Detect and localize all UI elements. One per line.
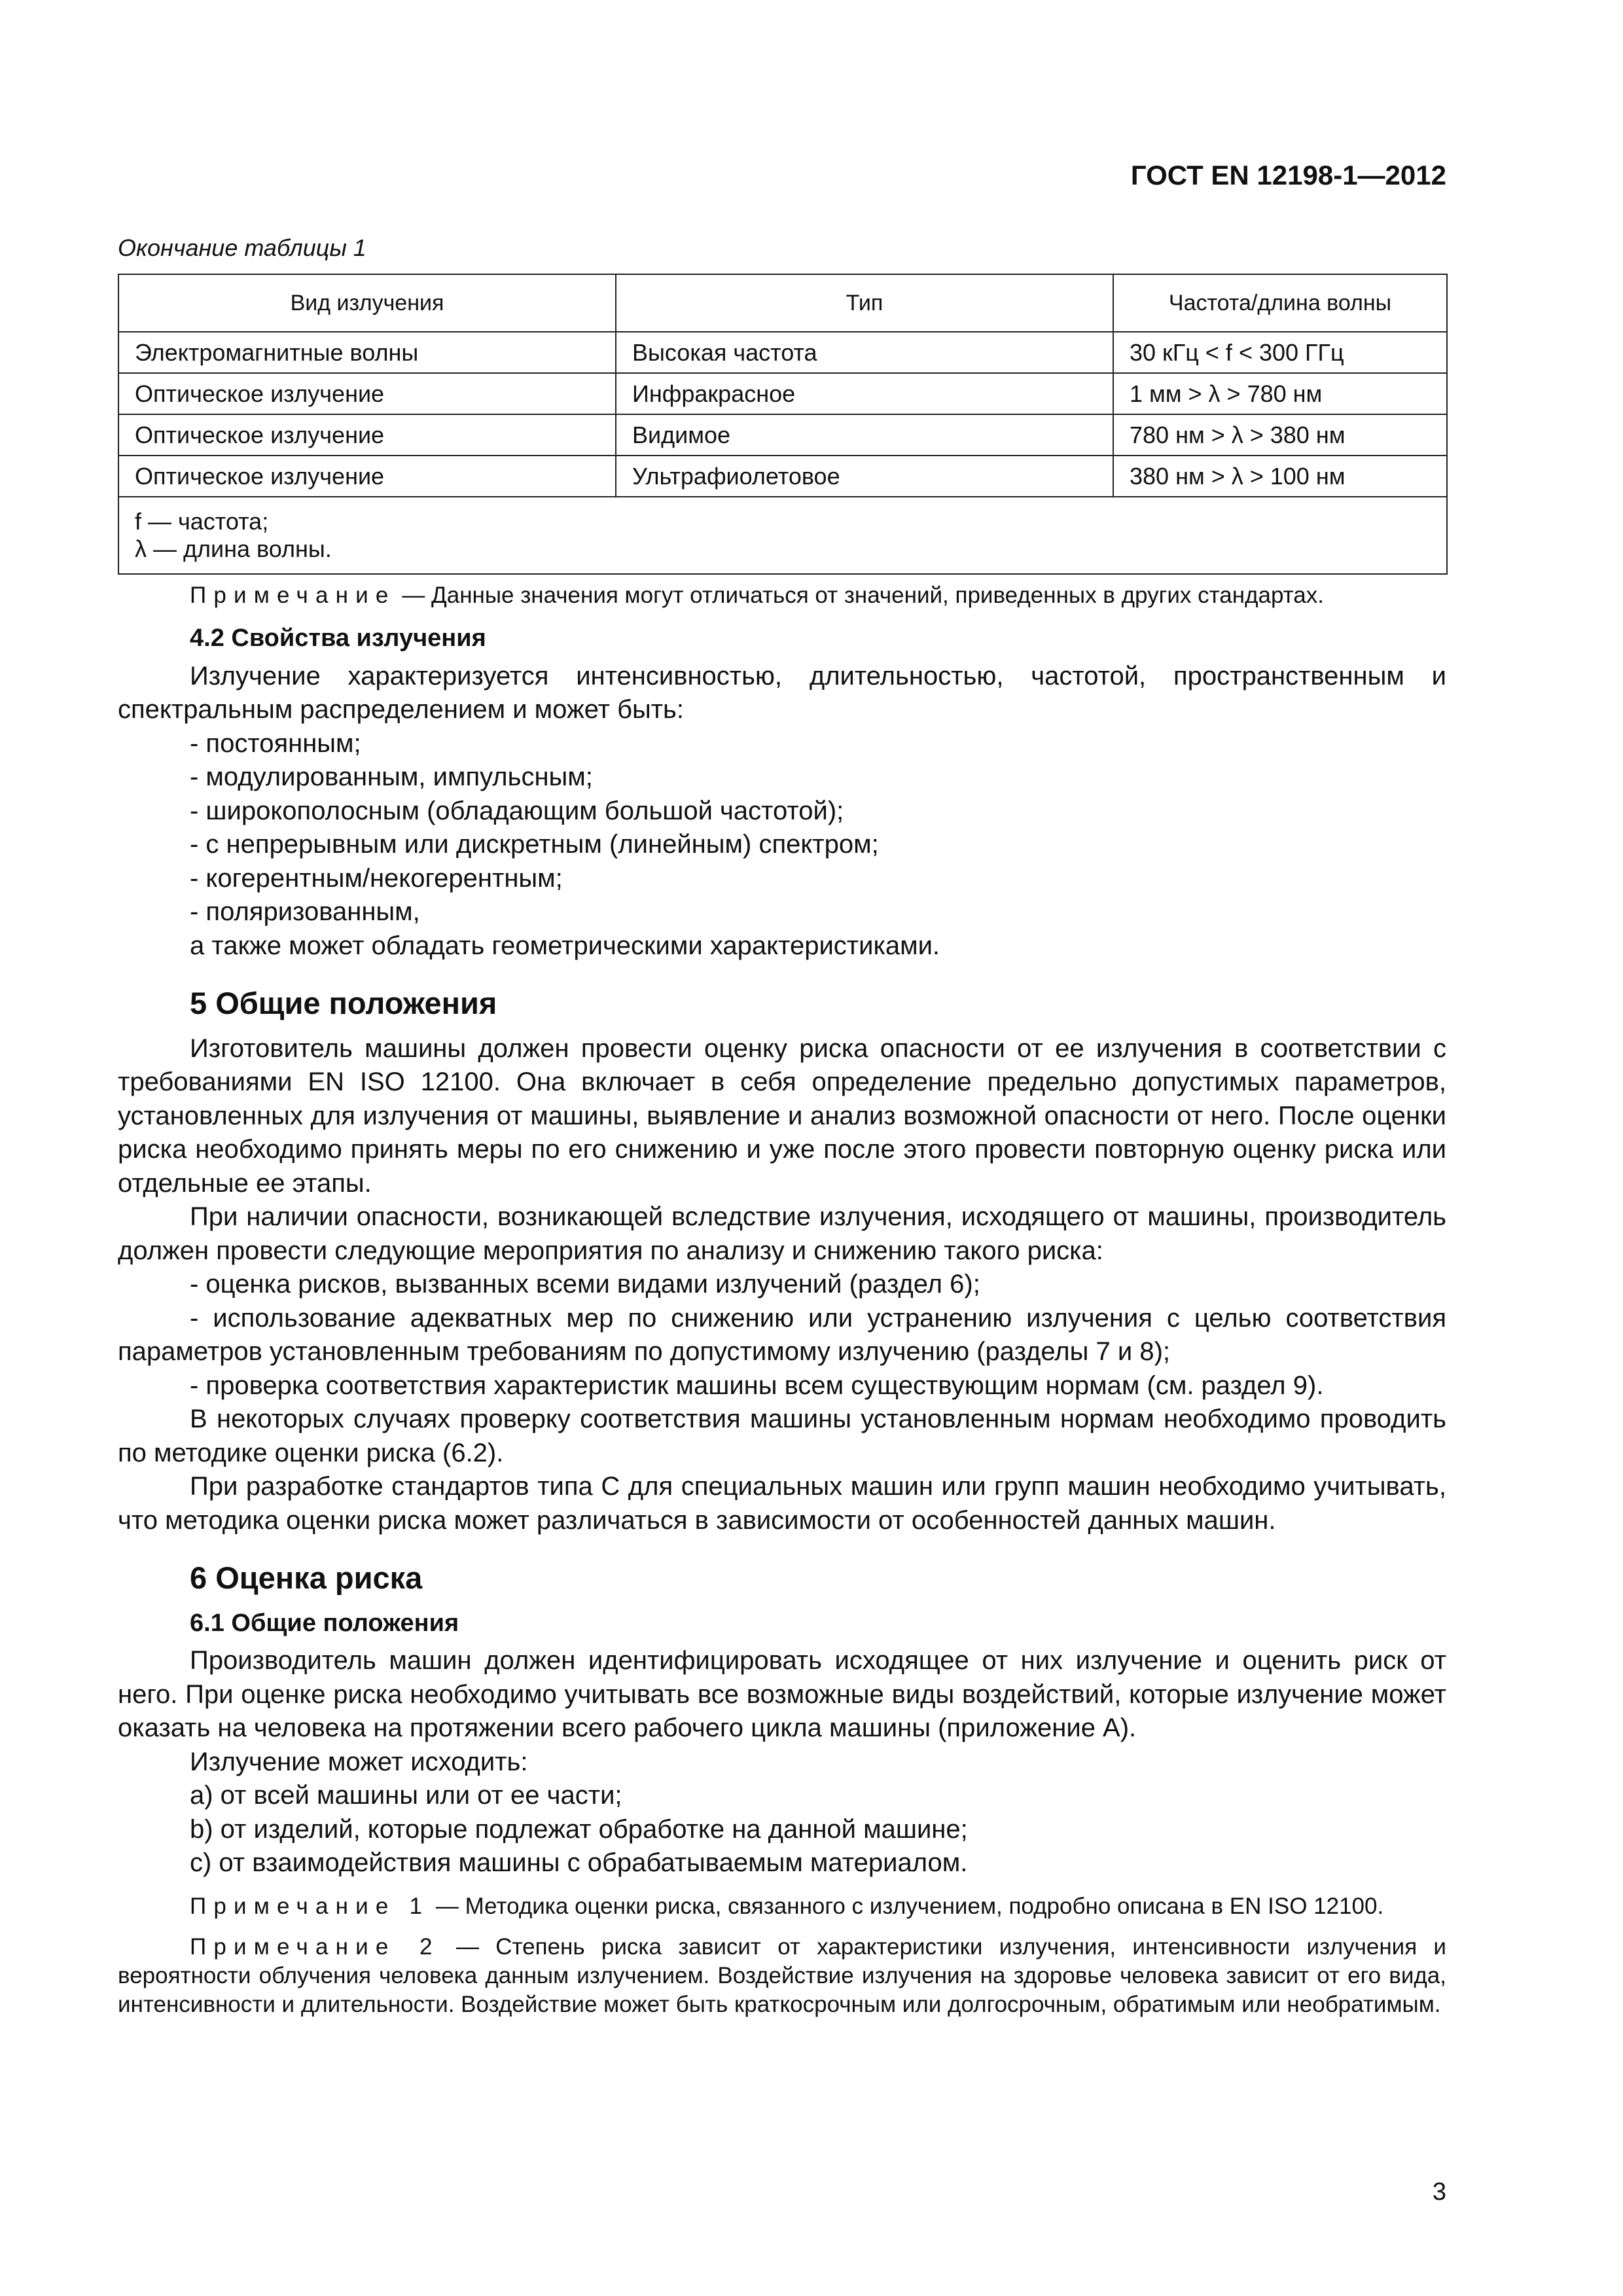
table-row — [118, 373, 1447, 414]
paragraph: Изготовитель машины должен провести оценку риска опасности от ее излучения в соответствии с требованиями EN ISO 12100. Она включает в себя определение предельно допустимых параметров, установленных для излучения от машины, выявление и анализ возможной опасности от него. После оценки риска необходимо принять меры по его снижению и уже после этого провести повторную оценку риска или отдельные ее этапы. — [118, 1033, 1446, 1198]
list-item: c) от взаимодействия машины с обрабатываемым материалом. — [190, 1848, 968, 1877]
table-cell: Оптическое излучение — [118, 373, 616, 414]
list-item: - проверка соответствия характеристик машины всем существующим нормам (см. раздел 9). — [190, 1371, 1324, 1400]
note-text: — Методика оценки риска, связанного с излучением, подробно описана в EN ISO 12100. — [429, 1893, 1384, 1919]
list-item: - модулированным, импульсным; — [190, 762, 593, 791]
table-cell: Высокая частота — [616, 332, 1113, 373]
list-item: - постоянным; — [190, 728, 361, 758]
footnote-wavelength: λ — длина волны. — [135, 535, 332, 562]
section-6-1-title: 6.1 Общие положения — [190, 1609, 459, 1637]
page-number: 3 — [1432, 2178, 1446, 2206]
paragraph: При наличии опасности, возникающей вследствие излучения, исходящего от машины, производитель должен провести следующие мероприятия по анализу и снижению такого риска: — [118, 1202, 1446, 1265]
table-cell: Оптическое излучение — [118, 456, 616, 497]
section-6-title: 6 Оценка риска — [190, 1560, 423, 1595]
list-item: - с непрерывным или дискретным (линейным) спектром; — [190, 830, 879, 859]
note-label: Примечание — [190, 583, 396, 608]
table-row — [118, 456, 1447, 497]
document-code: ГОСТ EN 12198-1—2012 — [1130, 160, 1446, 190]
table-cell: Видимое — [616, 414, 1113, 456]
note-text: — Степень риска зависит от характеристики излучения, интенсивности излучения и вероятности облучения человека данным излучением. Воздействие излучения на здоровье человека зависит от его вида, интенсивности и длительности. Воздействие может быть краткосрочным или долгосрочным, обратимым или необратимым. — [118, 1933, 1446, 2017]
note-1 — [118, 1892, 1446, 1921]
table-footnote — [118, 497, 1447, 574]
table-caption: Окончание таблицы 1 — [118, 234, 366, 261]
paragraph: При разработке стандартов типа С для специальных машин или групп машин необходимо учитывать, что методика оценки риска может различаться в зависимости от особенностей данных машин. — [118, 1472, 1446, 1535]
table-footnote-row — [118, 497, 1447, 574]
column-header: Тип — [616, 274, 1113, 332]
table-cell: 780 нм > λ > 380 нм — [1113, 414, 1447, 456]
list-item: - использование адекватных мер по снижению или устранению излучения с целью соответствия параметров установленным требованиям по допустимому излучению (разделы 7 и 8); — [118, 1303, 1446, 1366]
list-item: - оценка рисков, вызванных всеми видами излучений (раздел 6); — [190, 1270, 980, 1299]
table-note — [118, 581, 1446, 610]
note-label: Примечание 1 — [190, 1893, 430, 1919]
radiation-table — [118, 274, 1448, 575]
table-cell: Электромагнитные волны — [118, 332, 616, 373]
note-label: Примечание 2 — [190, 1933, 440, 1960]
note-text: — Данные значения могут отличаться от значений, приведенных в других стандартах. — [395, 583, 1324, 608]
table-cell: 30 кГц < f < 300 ГГц — [1113, 332, 1447, 373]
table-cell: 1 мм > λ > 780 нм — [1113, 373, 1447, 414]
paragraph: Излучение может исходить: — [190, 1747, 528, 1776]
list-item: a) от всей машины или от ее части; — [190, 1781, 622, 1810]
column-header: Частота/длина волны — [1113, 274, 1447, 332]
paragraph: В некоторых случаях проверку соответствия машины установленным нормам необходимо проводить по методике оценки риска (6.2). — [118, 1405, 1446, 1467]
list-item: а также может обладать геометрическими характеристиками. — [190, 931, 940, 960]
note-2 — [118, 1933, 1446, 2019]
table-cell: Оптическое излучение — [118, 414, 616, 456]
table-cell: 380 нм > λ > 100 нм — [1113, 456, 1447, 497]
table-header-row — [118, 274, 1447, 332]
list-item: - широкополосным (обладающим большой частотой); — [190, 796, 844, 825]
table-cell: Инфракрасное — [616, 373, 1113, 414]
section-4-2-title: 4.2 Свойства излучения — [190, 624, 486, 652]
main-text — [118, 581, 1446, 2019]
table-row — [118, 332, 1447, 373]
section-5-title: 5 Общие положения — [190, 986, 497, 1020]
list-item: b) от изделий, которые подлежат обработке на данной машине; — [190, 1814, 968, 1844]
table-cell: Ультрафиолетовое — [616, 456, 1113, 497]
list-item: - когерентным/некогерентным; — [190, 863, 563, 893]
footnote-frequency: f — частота; — [135, 508, 269, 535]
column-header: Вид излучения — [118, 274, 616, 332]
paragraph: Излучение характеризуется интенсивностью, длительностью, частотой, пространственным и спектральным распределением и может быть: — [118, 661, 1446, 724]
list-item: - поляризованным, — [190, 897, 420, 926]
paragraph: Производитель машин должен идентифицировать исходящее от них излучение и оценить риск от него. При оценке риска необходимо учитывать все возможные виды воздействий, которые излучение может оказать на человека на протяжении всего рабочего цикла машины (приложение А). — [118, 1646, 1446, 1742]
table-row — [118, 414, 1447, 456]
